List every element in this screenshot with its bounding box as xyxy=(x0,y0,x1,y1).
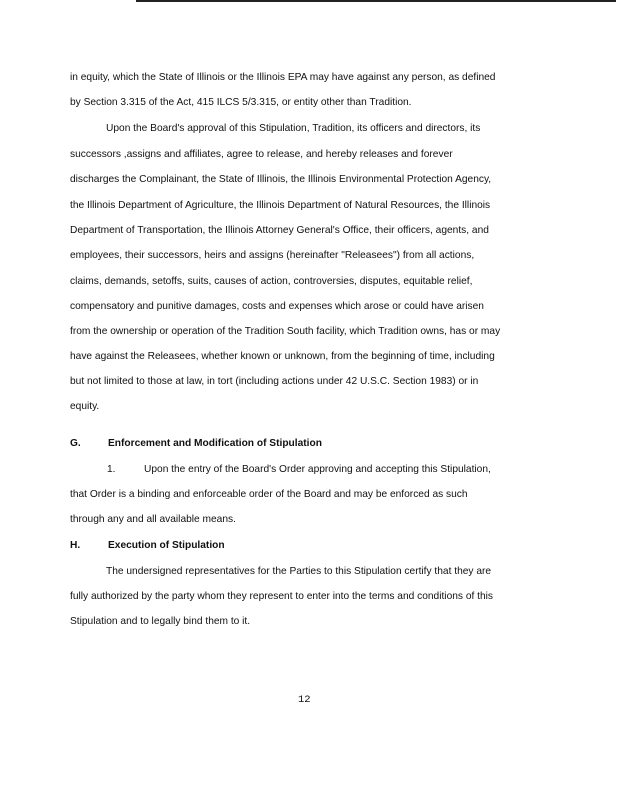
section-g-title: Enforcement and Modification of Stipulation xyxy=(108,438,322,449)
paragraph-2-line-3: discharges the Complainant, the State of Illinois, the Illinois Environmental Protection Agency, xyxy=(70,174,492,185)
paragraph-2-line-8: compensatory and punitive damages, costs and expenses which arose or could have arisen xyxy=(70,301,484,312)
paragraph-2-line-5: Department of Transportation, the Illinois Attorney General's Office, their officers, agents, and xyxy=(70,225,489,236)
paragraph-1-line-2: by Section 3.315 of the Act, 415 ILCS 5/3.315, or entity other than Tradition. xyxy=(70,97,412,108)
section-g-letter: G. xyxy=(70,438,81,449)
paragraph-2-line-4: the Illinois Department of Agriculture, the Illinois Department of Natural Resources, the Illinois xyxy=(70,200,491,211)
section-g-item-number: 1. xyxy=(107,464,116,475)
paragraph-1-line-1: in equity, which the State of Illinois or the Illinois EPA may have against any person, as defined xyxy=(70,72,496,83)
paragraph-2-line-10: have against the Releasees, whether known or unknown, from the beginning of time, including xyxy=(70,351,495,362)
paragraph-2-line-6: employees, their successors, heirs and assigns (hereinafter "Releasees") from all actions, xyxy=(70,250,475,261)
section-h-line-2: fully authorized by the party whom they represent to enter into the terms and conditions of this xyxy=(70,591,494,602)
section-h-title: Execution of Stipulation xyxy=(108,540,225,551)
section-g-line-3: through any and all available means. xyxy=(70,514,236,525)
section-g-line-1: Upon the entry of the Board's Order approving and accepting this Stipulation, xyxy=(144,464,491,475)
paragraph-2-line-9: from the ownership or operation of the Tradition South facility, which Tradition owns, has or may xyxy=(70,326,501,337)
paragraph-2-line-7: claims, demands, setoffs, suits, causes of action, controversies, disputes, equitable relief, xyxy=(70,276,473,287)
section-g-line-2: that Order is a binding and enforceable order of the Board and may be enforced as such xyxy=(70,489,468,500)
page-number: 12 xyxy=(298,694,311,706)
paragraph-2-line-1: Upon the Board's approval of this Stipulation, Tradition, its officers and directors, its xyxy=(106,123,481,134)
top-rule xyxy=(136,0,616,2)
section-h-line-3: Stipulation and to legally bind them to it. xyxy=(70,616,251,627)
paragraph-2-line-2: successors ,assigns and affiliates, agree to release, and hereby releases and forever xyxy=(70,149,453,160)
paragraph-2-line-11: but not limited to those at law, in tort (including actions under 42 U.S.C. Section 1983) or in xyxy=(70,376,479,387)
section-h-letter: H. xyxy=(70,540,81,551)
section-h-line-1: The undersigned representatives for the Parties to this Stipulation certify that they are xyxy=(106,566,492,577)
paragraph-2-line-12: equity. xyxy=(70,401,100,412)
